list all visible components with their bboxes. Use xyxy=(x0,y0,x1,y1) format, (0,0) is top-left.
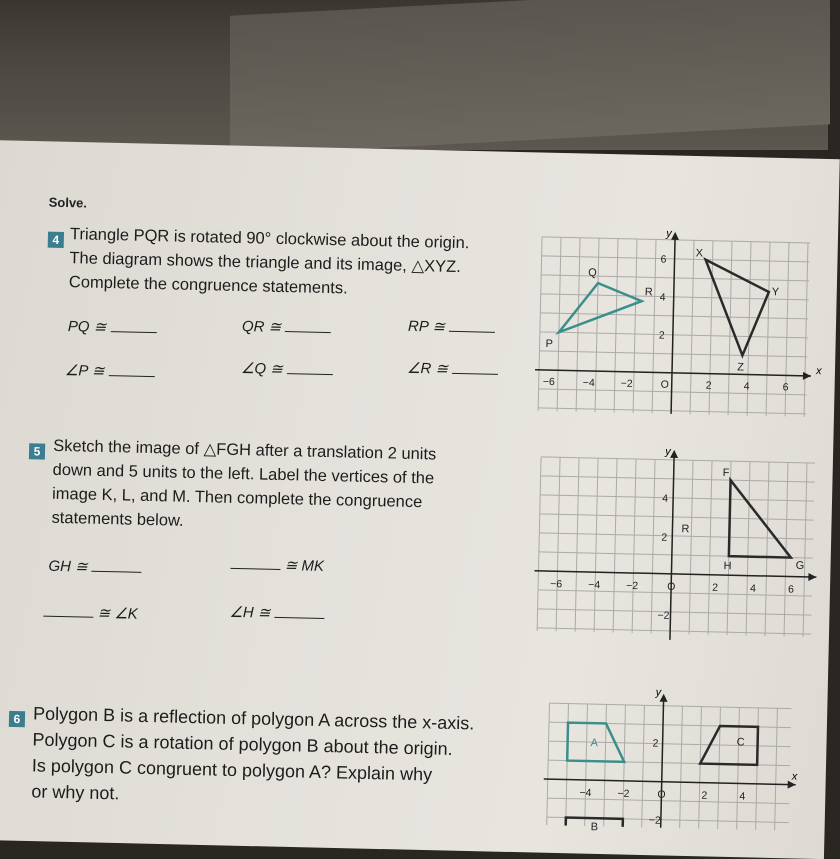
svg-text:6: 6 xyxy=(782,381,789,394)
triangle-pqr xyxy=(559,282,642,334)
y-axis xyxy=(671,236,675,414)
statement-angle-p: ∠P ≅ xyxy=(65,360,155,381)
svg-text:2: 2 xyxy=(711,581,719,594)
svg-text:−2: −2 xyxy=(648,814,661,827)
svg-text:C: C xyxy=(736,736,745,749)
problem-6-line-1: Polygon B is a reflection of polygon A across the x-axis. xyxy=(32,703,475,734)
problem-5-line-2: down and 5 units to the left. Label the vertices of the xyxy=(52,460,435,488)
svg-text:Q: Q xyxy=(588,266,597,280)
x-tick-labels xyxy=(543,376,789,394)
problem-6-number: 6 xyxy=(9,711,25,727)
answer-blank[interactable] xyxy=(230,554,280,570)
graph-problem-4 xyxy=(532,225,822,421)
grid xyxy=(537,457,815,637)
answer-blank[interactable] xyxy=(287,359,333,375)
x-axis xyxy=(535,370,811,376)
svg-text:−2: −2 xyxy=(626,579,639,593)
graph-problem-5 xyxy=(529,441,823,648)
svg-text:O: O xyxy=(660,378,670,391)
statement-angle-q: ∠Q ≅ xyxy=(241,358,333,379)
x-axis-label: x xyxy=(815,365,822,378)
svg-text:X: X xyxy=(695,247,704,260)
svg-text:6: 6 xyxy=(660,253,667,266)
triangle-fgh xyxy=(729,480,793,557)
svg-text:G: G xyxy=(795,559,805,572)
svg-text:−2: −2 xyxy=(657,609,670,622)
svg-text:A: A xyxy=(590,737,599,750)
answer-blank[interactable] xyxy=(110,317,156,333)
problem-4-number: 4 xyxy=(48,232,64,248)
answer-blank[interactable] xyxy=(43,602,93,618)
y-axis-label: y xyxy=(665,445,671,458)
answer-blank[interactable] xyxy=(109,361,155,377)
svg-text:−2: −2 xyxy=(620,377,633,390)
svg-text:2: 2 xyxy=(661,531,668,544)
svg-text:F: F xyxy=(722,467,730,480)
statement-angle-r: ∠R ≅ xyxy=(407,358,499,379)
svg-text:−6: −6 xyxy=(550,578,563,591)
statement-pq: PQ ≅ xyxy=(68,316,157,337)
x-axis-arrow-icon xyxy=(808,573,816,581)
problem-6-line-3: Is polygon C congruent to polygon A? Explain why xyxy=(31,755,433,785)
statement-angle-k: ≅ ∠K xyxy=(43,602,138,623)
statement-gh: GH ≅ xyxy=(48,556,142,577)
statement-qr: QR ≅ xyxy=(242,316,332,337)
triangle-xyz xyxy=(703,260,769,356)
svg-text:2: 2 xyxy=(701,789,708,802)
svg-text:O: O xyxy=(657,788,666,801)
svg-text:4: 4 xyxy=(739,790,746,803)
svg-text:−2: −2 xyxy=(617,787,630,800)
answer-blank[interactable] xyxy=(275,603,325,619)
svg-text:Y: Y xyxy=(771,286,780,299)
problem-5-line-4: statements below. xyxy=(51,508,184,530)
svg-text:2: 2 xyxy=(705,379,712,392)
problem-6-line-4: or why not. xyxy=(31,781,120,804)
svg-text:R: R xyxy=(681,523,690,536)
svg-text:H: H xyxy=(723,560,732,573)
statement-mk: ≅ MK xyxy=(230,554,324,575)
svg-text:R: R xyxy=(644,286,653,299)
problem-5-line-1: Sketch the image of △FGH after a translation 2 units xyxy=(52,436,437,464)
svg-text:2: 2 xyxy=(652,737,659,750)
problem-6-line-2: Polygon C is a rotation of polygon B about the origin. xyxy=(32,729,453,759)
problem-5-number: 5 xyxy=(29,443,45,459)
svg-text:4: 4 xyxy=(662,492,669,505)
problem-4-line-1: Triangle PQR is rotated 90° clockwise about the origin. xyxy=(69,225,470,253)
svg-text:P: P xyxy=(545,337,554,351)
problem-4-line-2: The diagram shows the triangle and its image, △XYZ. xyxy=(69,249,462,277)
y-axis-label: y xyxy=(666,227,672,240)
y-axis-label: y xyxy=(655,686,662,699)
statement-angle-h: ∠H ≅ xyxy=(229,602,325,623)
svg-text:−6: −6 xyxy=(542,375,555,389)
svg-text:Z: Z xyxy=(737,361,745,374)
svg-text:6: 6 xyxy=(787,583,795,596)
solve-heading: Solve. xyxy=(48,194,88,211)
svg-text:−4: −4 xyxy=(588,578,601,592)
answer-blank[interactable] xyxy=(449,317,495,333)
x-axis-label: x xyxy=(791,770,798,783)
svg-text:−4: −4 xyxy=(579,786,592,800)
x-axis xyxy=(544,779,796,785)
svg-text:4: 4 xyxy=(743,380,750,393)
svg-text:B: B xyxy=(590,821,599,834)
answer-blank[interactable] xyxy=(92,557,142,573)
svg-text:4: 4 xyxy=(749,582,757,595)
y-tick-labels xyxy=(659,254,667,342)
svg-text:−4: −4 xyxy=(582,376,595,390)
problem-5-line-3: image K, L, and M. Then complete the congruence xyxy=(51,484,423,512)
svg-text:4: 4 xyxy=(659,291,666,304)
svg-text:2: 2 xyxy=(658,329,665,342)
graph-problem-6 xyxy=(539,675,804,834)
y-axis-arrow-icon xyxy=(670,450,678,458)
x-axis-arrow-icon xyxy=(803,372,811,380)
statement-rp: RP ≅ xyxy=(408,316,496,337)
problem-4-line-3: Complete the congruence statements. xyxy=(68,273,348,298)
y-axis-arrow-icon xyxy=(671,232,679,240)
answer-blank[interactable] xyxy=(452,359,498,375)
svg-text:O: O xyxy=(667,580,676,593)
answer-blank[interactable] xyxy=(285,317,331,333)
